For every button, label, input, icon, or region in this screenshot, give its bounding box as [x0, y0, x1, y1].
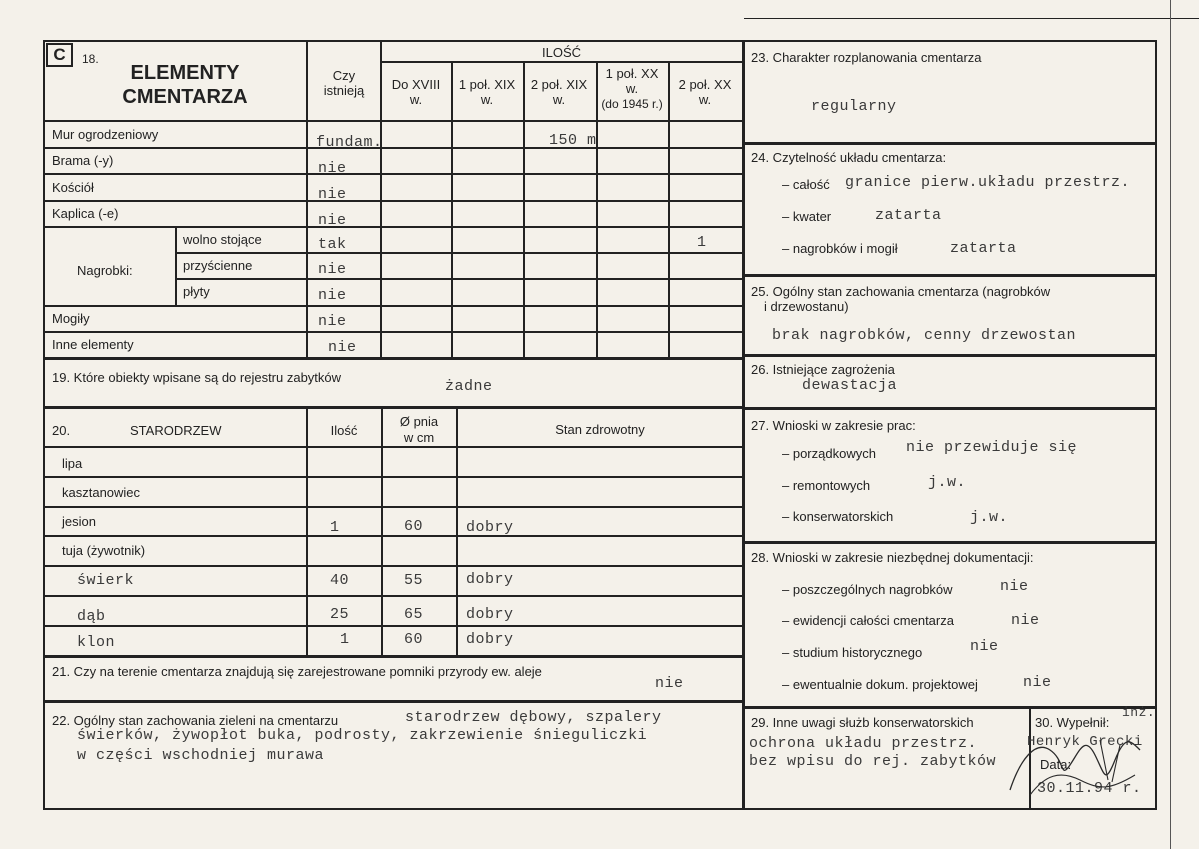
row-sublabel: wolno stojące	[183, 232, 262, 247]
s28-answer: nie	[1000, 578, 1029, 595]
tree-health: dobry	[466, 631, 514, 648]
row-label: Kaplica (-e)	[52, 206, 119, 221]
s29-answer-line2: bez wpisu do rej. zabytków	[749, 753, 997, 770]
s20-stan-header: Stan zdrowotny	[555, 422, 645, 437]
tree-health: dobry	[466, 606, 514, 623]
s22-answer-line2: świerków, żywopłot buka, podrosty, zakrzewienie śnieguliczki	[77, 727, 648, 744]
s30-question: 30. Wypełnił:	[1035, 715, 1110, 730]
row-sublabel: przyścienne	[183, 258, 253, 273]
right-edge-line	[1170, 0, 1171, 849]
s26-answer: dewastacja	[802, 377, 898, 394]
s27-label: – remontowych	[782, 478, 871, 493]
row-label: Mogiły	[52, 311, 90, 326]
col-header: 2 poł. XX w.	[678, 77, 732, 107]
row-sublabel: płyty	[183, 284, 210, 299]
s28-answer: nie	[1023, 674, 1052, 691]
tree-diam: 65	[404, 606, 424, 623]
s24-label: – nagrobków i mogił	[782, 241, 898, 256]
s24-question: 24. Czytelność układu cmentarza:	[751, 150, 947, 165]
elementy-title	[90, 61, 280, 109]
col-header: 1 poł. XX w.	[605, 66, 659, 96]
s20-row-rule	[44, 535, 743, 537]
s25-answer: brak nagrobków, cenny drzewostan	[772, 327, 1077, 344]
s26-question: 26. Istniejące zagrożenia	[751, 362, 895, 377]
s28-label: – ewentualnie dokum. projektowej	[782, 677, 978, 692]
s24-label: – kwater	[782, 209, 832, 224]
s18-vline	[523, 61, 525, 358]
s28-label: – studium historycznego	[782, 645, 923, 660]
section-18-number: 18.	[82, 52, 99, 66]
tree-qty: 25	[330, 606, 350, 623]
s22-question: 22. Ogólny stan zachowania zieleni na cmentarzu	[52, 713, 339, 728]
tree-diam: 60	[404, 631, 424, 648]
s22-answer-line3: w części wschodniej murawa	[77, 747, 325, 764]
tree-name: jesion	[62, 514, 96, 529]
s24-answer: zatarta	[950, 240, 1017, 257]
tree-name-typed: dąb	[77, 608, 106, 625]
signature-icon	[990, 720, 1155, 805]
tree-qty: 1	[340, 631, 350, 648]
typed-value: nie	[328, 339, 357, 356]
col-header: 1 poł. XIX w.	[458, 77, 516, 107]
typed-value: nie	[318, 261, 347, 278]
typed-value: nie	[318, 313, 347, 330]
s22-answer-line1: starodrzew dębowy, szpalery	[405, 709, 662, 726]
s20-row-rule	[44, 506, 743, 508]
s18-row-rule	[44, 147, 743, 149]
tree-diam: 60	[404, 518, 424, 535]
s21-answer: nie	[655, 675, 684, 692]
s28-answer: nie	[1011, 612, 1040, 629]
tree-name: tuja (żywotnik)	[62, 543, 146, 558]
s24-label: – całość	[782, 177, 830, 192]
elementy-title-line1: ELEMENTY	[130, 62, 240, 84]
s27-answer: j.w.	[928, 474, 967, 491]
s24-answer: granice pierw.układu przestrz.	[845, 174, 1131, 191]
s20-pnia-line1: Ø pnia	[399, 414, 439, 429]
s18-row-rule	[175, 252, 743, 254]
s27-label: – konserwatorskich	[782, 509, 894, 524]
top-edge-line	[744, 18, 1199, 19]
s20-row-rule	[44, 476, 743, 478]
s18-row-rule	[175, 278, 743, 280]
col-header: Do XVIII w.	[391, 77, 441, 107]
s30-date-label: Data:	[1040, 757, 1072, 772]
s20-pnia-header	[383, 414, 455, 446]
s18-row-rule	[44, 200, 743, 202]
s30-date: 30.11.94 r.	[1037, 780, 1142, 797]
wolno-quantity: 1	[697, 234, 707, 251]
s20-row-rule	[44, 625, 743, 627]
s30-name: Henryk Grecki	[1027, 734, 1143, 750]
col-header: 2 poł. XIX w.	[530, 77, 588, 107]
s25-question	[751, 284, 1050, 314]
s27-label: – porządkowych	[782, 446, 876, 461]
section-21-box	[43, 656, 744, 702]
s23-answer: regularny	[811, 98, 897, 115]
s20-row-rule	[44, 565, 743, 567]
row-label: Brama (-y)	[52, 153, 114, 168]
tree-name: lipa	[62, 456, 83, 471]
elementy-title-line2: CMENTARZA	[122, 86, 248, 108]
tree-name-typed: świerk	[77, 572, 135, 589]
s27-question: 27. Wnioski w zakresie prac:	[751, 418, 916, 433]
s28-label: – poszczególnych nagrobków	[782, 582, 953, 597]
typed-value: tak	[318, 236, 347, 253]
nagrobki-label: Nagrobki:	[77, 263, 133, 278]
s20-ilosc-header: Ilość	[330, 423, 358, 438]
s18-ilosc-rule	[380, 61, 743, 63]
s29-answer-line1: ochrona układu przestrz.	[749, 735, 978, 752]
typed-value: nie	[318, 212, 347, 229]
s18-row-rule	[44, 173, 743, 175]
s23-question: 23. Charakter rozplanowania cmentarza	[751, 50, 982, 65]
s20-number: 20.	[52, 423, 71, 438]
tree-health: dobry	[466, 519, 514, 536]
s28-label: – ewidencji całości cmentarza	[782, 613, 954, 628]
s28-question: 28. Wnioski w zakresie niezbędnej dokumentacji:	[751, 550, 1034, 565]
ilosc-header: ILOŚĆ	[541, 45, 581, 60]
typed-value: nie	[318, 287, 347, 304]
s19-answer: żadne	[445, 378, 493, 395]
s18-row-rule	[44, 226, 743, 228]
s30-title: inż.	[1122, 705, 1156, 720]
s28-answer: nie	[970, 638, 999, 655]
czy-istnieja-header: Czy istnieją	[323, 68, 365, 98]
s24-answer: zatarta	[875, 207, 942, 224]
s25-question-line1: 25. Ogólny stan zachowania cmentarza (nagrobków	[751, 284, 1051, 299]
s21-question: 21. Czy na terenie cmentarza znajdują się zarejestrowane pomniki przyrody ew. aleje	[52, 664, 542, 679]
s18-row-rule	[44, 305, 743, 307]
s27-answer: nie przewiduje się	[906, 439, 1078, 456]
s18-header-rule	[44, 120, 743, 122]
typed-value: nie	[318, 186, 347, 203]
section-letter-box: C	[46, 43, 73, 67]
tree-name-typed: klon	[77, 634, 116, 651]
s18-vline	[451, 61, 453, 358]
tree-diam: 55	[404, 572, 424, 589]
s18-vline	[175, 226, 177, 306]
col-header-sub: (do 1945 r.)	[601, 97, 663, 111]
tree-qty: 40	[330, 572, 350, 589]
s18-vline	[668, 61, 670, 358]
s20-row-rule	[44, 446, 743, 448]
row-label: Kościół	[52, 180, 94, 195]
s27-answer: j.w.	[970, 509, 1009, 526]
s20-title: STARODRZEW	[130, 423, 222, 438]
s18-row-rule	[44, 331, 743, 333]
row-label: Mur ogrodzeniowy	[52, 127, 159, 142]
mur-quantity: 150 m	[549, 132, 597, 149]
typed-value: nie	[318, 160, 347, 177]
tree-name: kasztanowiec	[62, 485, 141, 500]
typed-value: fundam.	[316, 134, 383, 151]
s19-question: 19. Które obiekty wpisane są do rejestru zabytków	[52, 370, 342, 385]
tree-health: dobry	[466, 571, 514, 588]
s20-pnia-line2: w cm	[403, 430, 435, 445]
s25-question-line2: i drzewostanu)	[764, 299, 849, 314]
tree-qty: 1	[330, 519, 340, 536]
s29-question: 29. Inne uwagi służb konserwatorskich	[751, 715, 974, 730]
row-label: Inne elementy	[52, 337, 134, 352]
s20-row-rule	[44, 595, 743, 597]
